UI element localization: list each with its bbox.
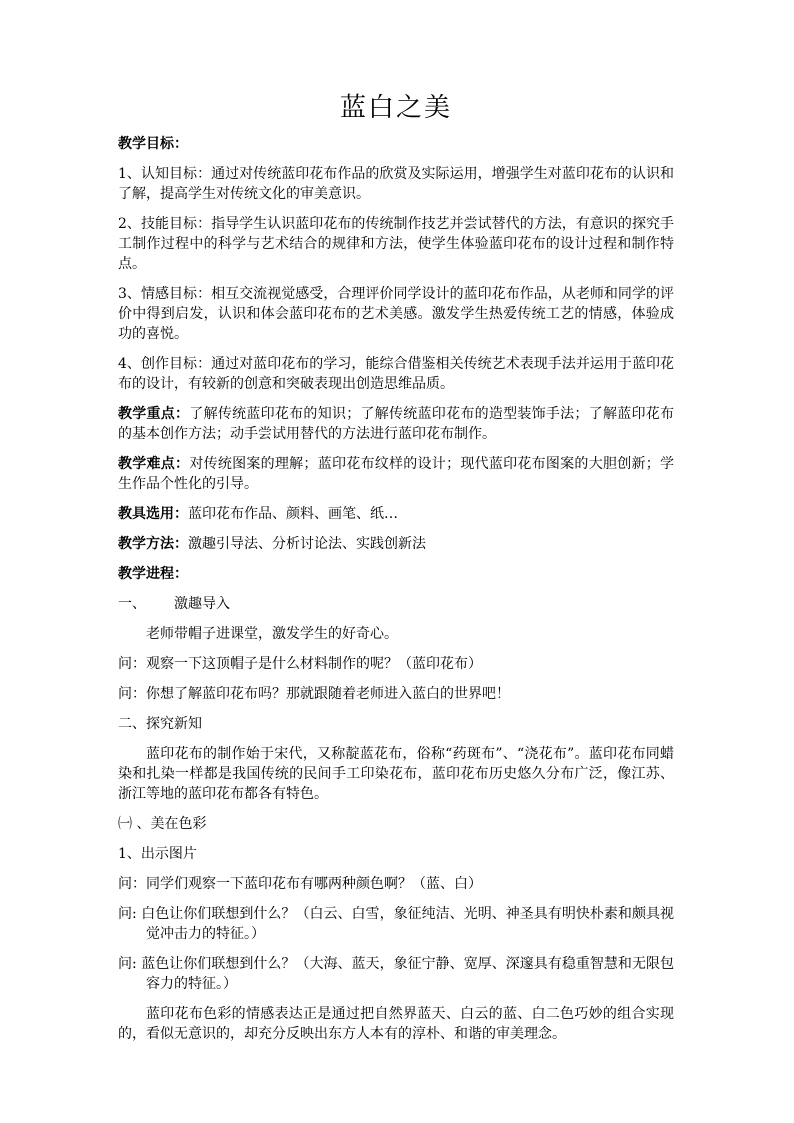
difficulties xyxy=(118,454,674,494)
document-title: 蓝白之美 xyxy=(339,93,452,123)
step-show-pictures: 1、出示图片 xyxy=(118,846,197,862)
tools-label: 教具选用： xyxy=(118,506,188,522)
difficulties-label: 教学难点： xyxy=(118,456,190,472)
section1-heading xyxy=(118,594,674,614)
document-body xyxy=(118,134,674,1044)
section1-number: 一、 xyxy=(118,596,146,612)
objective-cognitive: 1、认知目标：通过对传统蓝印花布作品的欣赏及实际运用，增强学生对蓝印花布的认识和了解，提高学生对传统文化的审美意识。 xyxy=(118,166,674,202)
objective-emotion: 3、情感目标：相互交流视觉感受，合理评价同学设计的蓝印花布作品，从老师和同学的评价中得到启发，认识和体会蓝印花布的艺术美感。激发学生热爱传统工艺的情感，体验成功的喜悦。 xyxy=(118,286,674,342)
key-points-text: 了解传统蓝印花布的知识；了解传统蓝印花布的造型装饰手法；了解蓝印花布的基本创作方法；动手尝试用替代的方法进行蓝印花布制作。 xyxy=(118,406,675,442)
methods xyxy=(118,534,674,554)
tools xyxy=(118,504,674,524)
difficulties-text: 对传统图案的理解；蓝印花布纹样的设计；现代蓝印花布图案的大胆创新；学生作品个性化的引导。 xyxy=(118,456,675,492)
key-points xyxy=(118,404,674,444)
section1-intro: 老师带帽子进课堂，激发学生的好奇心。 xyxy=(146,626,398,642)
question-white: 问: 白色让你们联想到什么？（白云、白雪，象征纯洁、光明、神圣具有明快朴素和颇具视觉冲击力的特征。） xyxy=(118,906,674,942)
section2-heading: 二、探究新知 xyxy=(118,716,202,732)
question-colors: 问：同学们观察一下蓝印花布有哪两种颜色啊？（蓝、白） xyxy=(118,876,482,892)
key-points-label: 教学重点： xyxy=(118,406,190,422)
subsection-color: ㈠ 、美在色彩 xyxy=(118,816,207,832)
section2-paragraph: 蓝印花布的制作始于宋代，又称靛蓝花布，俗称“药斑布”、“浇花布”。蓝印花布同蜡染和扎染一样都是我国传统的民间手工印染花布，蓝印花布历史悠久分布广泛，像江苏、浙江等地的蓝印花布都各有特色。 xyxy=(118,746,674,802)
section1-question-2: 问：你想了解蓝印花布吗？那就跟随着老师进入蓝白的世界吧！ xyxy=(118,686,510,702)
objective-creation: 4、创作目标：通过对蓝印花布的学习，能综合借鉴相关传统艺术表现手法并运用于蓝印花布的设计，有较新的创意和突破表现出创造思维品质。 xyxy=(118,356,674,392)
methods-text: 激趣引导法、分析讨论法、实践创新法 xyxy=(188,536,426,552)
question-blue: 问: 蓝色让你们联想到什么？（大海、蓝天，象征宁静、宽厚、深邃具有稳重智慧和无限包容力的特征。） xyxy=(118,956,674,992)
section1-title: 激趣导入 xyxy=(174,596,230,612)
objective-skill: 2、技能目标：指导学生认识蓝印花布的传统制作技艺并尝试替代的方法，有意识的探究手工制作过程中的科学与艺术结合的规律和方法，使学生体验蓝印花布的设计过程和制作特点。 xyxy=(118,216,674,272)
objectives-heading: 教学目标： xyxy=(118,136,188,152)
section1-question-1: 问：观察一下这顶帽子是什么材料制作的呢？（蓝印花布） xyxy=(118,656,482,672)
color-conclusion: 蓝印花布色彩的情感表达正是通过把自然界蓝天、白云的蓝、白二色巧妙的组合实现的，看似无意识的，却充分反映出东方人本有的淳朴、和谐的审美理念。 xyxy=(118,1006,674,1042)
tools-text: 蓝印花布作品、颜料、画笔、纸… xyxy=(188,506,398,522)
methods-label: 教学方法： xyxy=(118,536,188,552)
process-heading: 教学进程： xyxy=(118,566,188,582)
